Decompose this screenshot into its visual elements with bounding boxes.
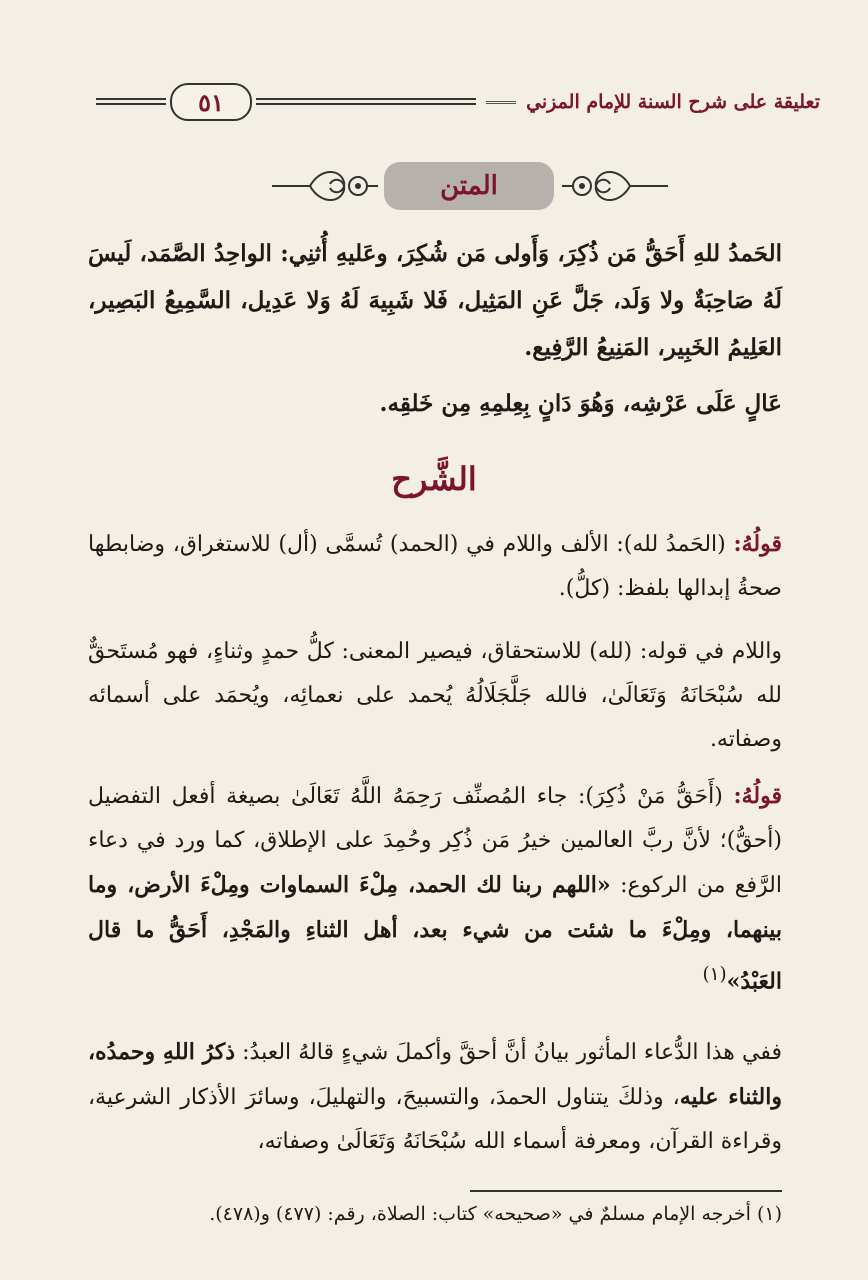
- footnote: (١) أخرجه الإمام مسلمٌ في «صحيحه» كتاب: الصلاة، رقم: (٤٧٧) و(٤٧٨).: [209, 1203, 782, 1225]
- running-header: [96, 78, 820, 126]
- sharh-p4-rest: ، وذلكَ يتناول الحمدَ، والتسبيحَ، والتهليلَ، وسائرَ الأذكار الشرعية، وقراءة القرآن، ومعرفة أسماء الله سُبْحَانَهُ وَتَعَالَىٰ وصفاته،: [88, 1085, 782, 1154]
- sharh-paragraph-2: واللام في قوله: (لله) للاستحقاق، فيصير المعنى: كلُّ حمدٍ وثناءٍ، فهو مُستَحقٌّ لله سُبْحَانَهُ وَتَعَالَىٰ، فالله جَلَّجَلَالُهُ يُحمد على نعمائِه، ويُحمَد على أسمائه وصفاته.: [88, 639, 782, 752]
- hadith-quote: «اللهم ربنا لك الحمد، مِلْءَ السماوات ومِلْءَ الأرض، وما بينهما، ومِلْءَ ما شئت من شيء بعد، أهل الثناءِ والمَجْدِ، أَحَقُّ ما قال العَبْدُ»: [88, 872, 782, 995]
- header-rule-end: [96, 97, 166, 107]
- sharh-p4-bold: ذكرُ اللهِ وحمدُه، والثناء عليه: [88, 1039, 782, 1110]
- matn-paragraph-2: عَالٍ عَلَى عَرْشِه، وَهُوَ دَانٍ بِعِلمِهِ مِن خَلقِه.: [379, 390, 782, 417]
- ornament-right-icon: [560, 162, 670, 210]
- qawluhu-label-2: قولُهُ:: [733, 783, 782, 809]
- matn-heading: المتن: [384, 162, 554, 210]
- page-number-frame: [170, 83, 252, 121]
- sharh-paragraph-4: [88, 1030, 782, 1164]
- sharh-paragraph-1: [88, 522, 782, 611]
- header-rule: [256, 97, 476, 107]
- sharh-p1-text: (الحَمدُ لله): الألف واللام في (الحمد) تُسمَّى (أل) للاستغراق، وضابطها صحةُ إبدالها بلفظ: (كلُّ).: [88, 532, 782, 601]
- footnote-divider: [470, 1190, 782, 1192]
- qawluhu-label-1: قولُهُ:: [733, 531, 782, 557]
- sharh-heading: الشَّرح: [391, 460, 477, 498]
- header-title: تعليقة على شرح السنة للإمام المزني: [526, 91, 820, 113]
- page-number: ٥١: [198, 87, 224, 117]
- sharh-p4-intro: ففي هذا الدُّعاء المأثور بيانُ أنَّ أحقَّ وأكملَ شيءٍ قالهُ العبدُ:: [235, 1040, 782, 1065]
- sharh-p3-text: (أَحَقُّ مَنْ ذُكِرَ): جاء المُصنِّف رَحِمَهُ اللَّهُ تَعَالَىٰ بصيغة أفعل التفضيل (أحقُّ)؛ لأنَّ ربَّ العالمين خيرُ مَن ذُكِر وحُمِدَ على الإطلاق، كما ورد في دعاء الرَّفع من الركوع:: [88, 784, 782, 898]
- sharh-paragraph-3: [88, 774, 782, 1004]
- header-dash: [486, 101, 516, 104]
- footnote-ref[interactable]: (١): [702, 964, 727, 985]
- matn-paragraph-1: الحَمدُ للهِ أَحَقُّ مَن ذُكِرَ، وَأَولى مَن شُكِرَ، وعَليهِ أُثنِي: الواحِدُ الصَّمَد، لَيسَ لَهُ صَاحِبَةٌ ولا وَلَد، جَلَّ عَنِ المَثِيل، فَلا شَبِيهَ لَهُ وَلا عَدِيل، السَّمِيعُ البَصِير، العَلِيمُ الخَبِير، المَنِيعُ الرَّفِيع.: [88, 240, 782, 361]
